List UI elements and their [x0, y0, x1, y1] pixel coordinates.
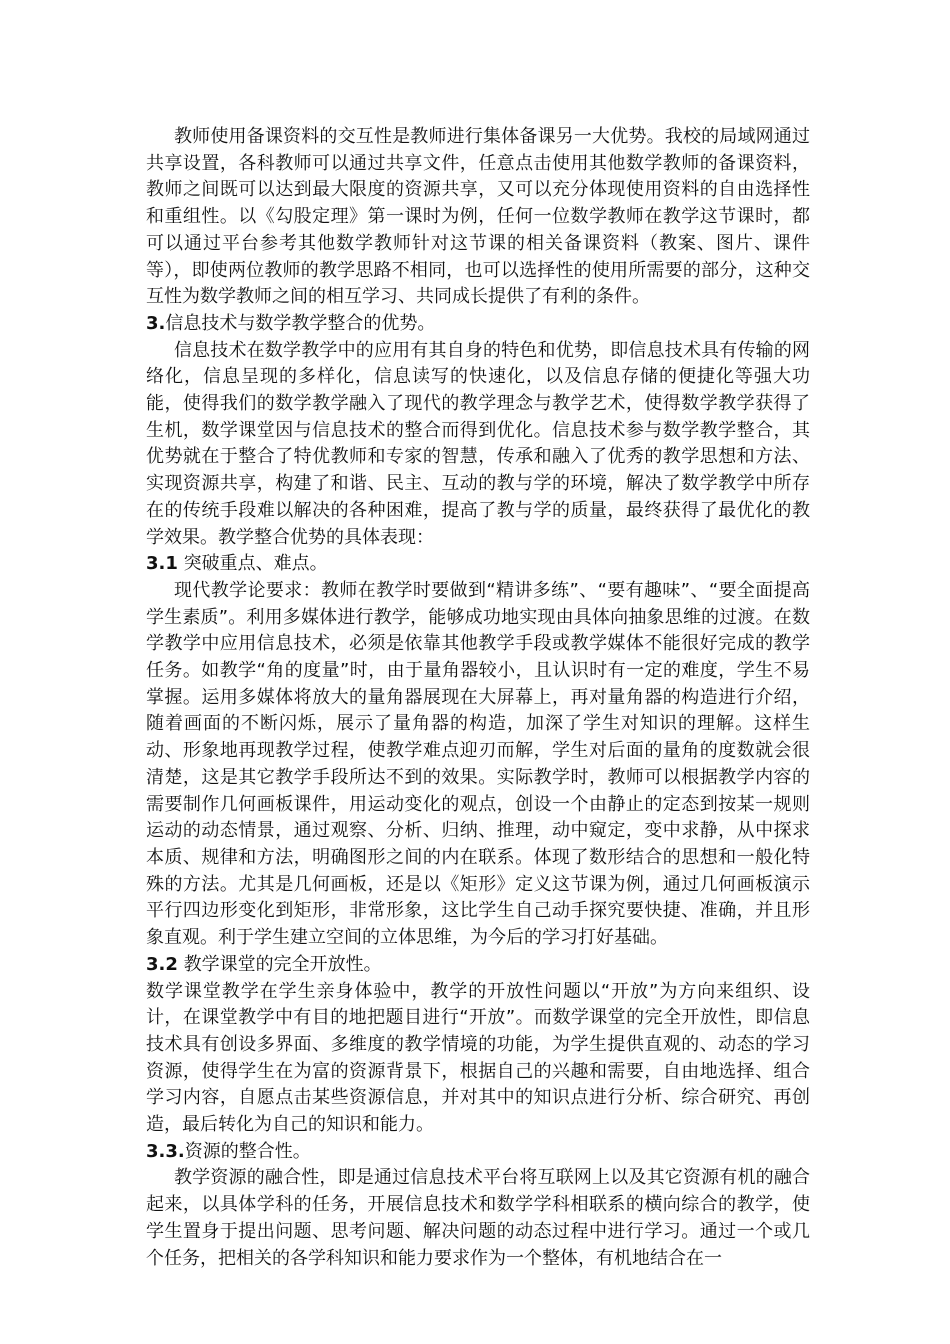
- section-number: 3.: [146, 312, 166, 334]
- section-title: 突破重点、难点。: [177, 553, 328, 575]
- paragraph-classroom-openness: 数学课堂教学在学生亲身体验中，教学的开放性问题以“开放”为方向来组织、设计，在课堂教学中有目的地把题目进行“开放”。而数学课堂的完全开放性，即信息技术具有创设多界面、多维度的教学情境的功能，为学生提供直观的、动态的学习资源，使得学生在为富的资源背景下，根据自己的兴趣和需要，自由地选择、组合学习内容，自愿点击某些资源信息，并对其中的知识点进行分析、综合研究、再创造，最后转化为自己的知识和能力。: [146, 980, 810, 1136]
- section-number: 3.3.: [146, 1140, 185, 1162]
- paragraph-key-difficult-points: 现代教学论要求：教师在教学时要做到“精讲多练”、“要有趣味”、“要全面提高学生素质”。利用多媒体进行教学，能够成功地实现由具体向抽象思维的过渡。在数学教学中应用信息技术，必须是依靠其他教学手段或教学媒体不能很好完成的教学任务。如教学“角的度量”时，由于量角器较小，且认识时有一定的难度，学生不易掌握。运用多媒体将放大的量角器展现在大屏幕上，再对量角器的构造进行介绍，随着画面的不断闪烁，展示了量角器的构造，加深了学生对知识的理解。这样生动、形象地再现教学过程，使教学难点迎刃而解，学生对后面的量角的度数就会很清楚，这是其它教学手段所达不到的效果。实际教学时，教师可以根据教学内容的需要制作几何画板课件，用运动变化的观点，创设一个由静止的定态到按某一规则运动的动态情景，通过观察、分析、归纳、推理，动中窥定，变中求静，从中探求本质、规律和方法，明确图形之间的内在联系。体现了数形结合的思想和一般化特殊的方法。尤其是几何画板，还是以《矩形》定义这节课为例，通过几何画板演示平行四边形变化到矩形，非常形象，这比学生自己动手探究要快捷、准确，并且形象直观。利于学生建立空间的立体思维，为今后的学习打好基础。: [146, 579, 810, 949]
- section-heading-3: [146, 311, 810, 338]
- paragraph-interactive-lesson-materials: 教师使用备课资料的交互性是教师进行集体备课另一大优势。我校的局域网通过共享设置，各科教师可以通过共享文件，任意点击使用其他数学教师的备课资料，教师之间既可以达到最大限度的资源共享，又可以充分体现使用资料的自由选择性和重组性。以《勾股定理》第一课时为例，任何一位数学教师在教学这节课时，都可以通过平台参考其他数学教师针对这节课的相关备课资料（教案、图片、课件等），即使两位教师的教学思路不相同，也可以选择性的使用所需要的部分，这种交互性为数学教师之间的相互学习、共同成长提供了有利的条件。: [146, 126, 810, 308]
- document-page: [146, 124, 810, 1272]
- section-heading-3-3: [146, 1139, 810, 1166]
- section-number: 3.2: [146, 953, 178, 975]
- section-title: 信息技术与数学教学整合的优势。: [165, 312, 436, 334]
- section-title: 教学课堂的完全开放性。: [177, 953, 382, 975]
- paragraph-resource-integration: 教学资源的融合性，即是通过信息技术平台将互联网上以及其它资源有机的融合起来，以具体学科的任务，开展信息技术和数学学科相联系的横向综合的教学，使学生置身于提出问题、思考问题、解决问题的动态过程中进行学习。通过一个或几个任务，把相关的各学科知识和能力要求作为一个整体，有机地结合在一: [146, 1167, 810, 1269]
- section-heading-3-1: [146, 551, 810, 578]
- paragraph-integration-advantages: 信息技术在数学教学中的应用有其自身的特色和优势，即信息技术具有传输的网络化，信息呈现的多样化，信息读写的快速化，以及信息存储的便捷化等强大功能，使得我们的数学教学融入了现代的教学理念与教学艺术，使得数学教学获得了生机，数学课堂因与信息技术的整合而得到优化。信息技术参与数学教学整合，其优势就在于整合了特优教师和专家的智慧，传承和融入了优秀的教学思想和方法、实现资源共享，构建了和谐、民主、互动的教与学的环境，解决了数学教学中所存在的传统手段难以解决的各种困难，提高了教与学的质量，最终获得了最优化的教学效果。教学整合优势的具体表现：: [146, 339, 810, 548]
- section-heading-3-2: [146, 952, 810, 979]
- section-title: 资源的整合性。: [184, 1140, 311, 1162]
- section-number: 3.1: [146, 553, 178, 575]
